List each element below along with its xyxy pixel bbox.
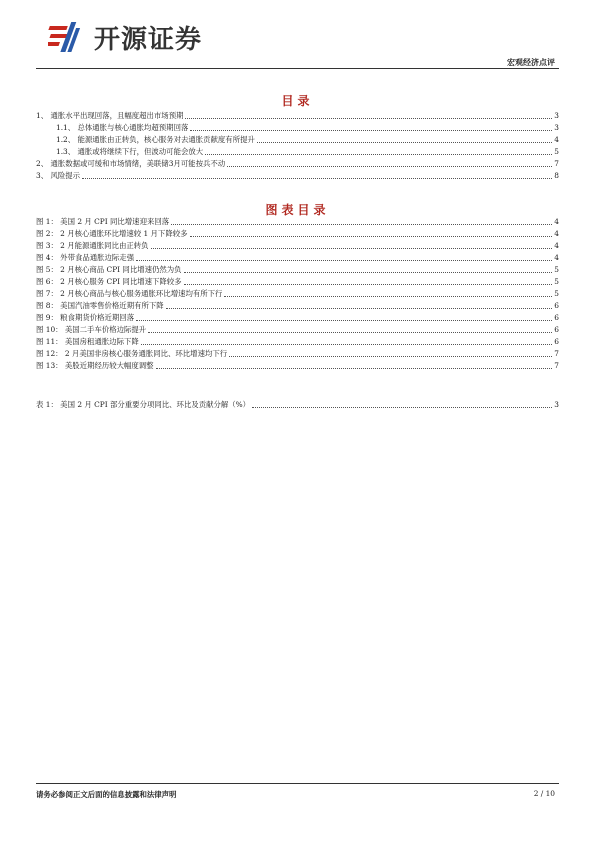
dot-leader xyxy=(224,296,552,297)
dot-leader xyxy=(82,178,552,179)
figure-entry-page: 6 xyxy=(554,301,559,310)
table-of-contents xyxy=(36,110,559,182)
page-number: 2 / 10 xyxy=(533,789,555,798)
figure-entry-text: 图 4： 外带食品通胀边际走强 xyxy=(36,253,135,262)
figure-entry[interactable] xyxy=(36,288,559,300)
figure-entry[interactable] xyxy=(36,360,559,372)
figure-entry-text: 图 12： 2 月美国非房核心服务通胀同比、环比增速均下行 xyxy=(36,349,228,358)
figure-entry-page: 6 xyxy=(554,325,559,334)
dot-leader xyxy=(185,118,552,119)
figure-entry-page: 4 xyxy=(554,229,559,238)
figure-entry-page: 7 xyxy=(554,361,559,370)
toc-entry-page: 3 xyxy=(554,123,559,132)
dot-leader xyxy=(171,224,552,225)
page-header xyxy=(0,0,595,72)
toc-entry-text: 1.2、 能源通胀由正转负，核心服务对去通胀贡献度有所提升 xyxy=(56,135,255,144)
toc-entry[interactable] xyxy=(36,122,559,134)
figure-entry[interactable] xyxy=(36,348,559,360)
figure-entry[interactable] xyxy=(36,264,559,276)
dot-leader xyxy=(148,332,552,333)
toc-entry-text: 3、 风险提示 xyxy=(36,171,81,180)
dot-leader xyxy=(136,260,552,261)
dot-leader xyxy=(141,344,553,345)
toc-entry-text: 1、 通胀水平出现回落，且幅度超出市场预期 xyxy=(36,111,184,120)
dot-leader xyxy=(229,356,552,357)
figure-entry-page: 5 xyxy=(554,265,559,274)
figure-entry[interactable] xyxy=(36,228,559,240)
toc-entry-text: 1.1、 总体通胀与核心通胀均超预期回落 xyxy=(56,123,189,132)
figure-entry[interactable] xyxy=(36,216,559,228)
figure-entry-page: 4 xyxy=(554,241,559,250)
toc-title: 目录 xyxy=(281,94,314,108)
company-logo xyxy=(48,20,238,54)
table-entry-text: 表 1： 美国 2 月 CPI 部分重要分项同比、环比及贡献分解（%） xyxy=(36,400,251,409)
dot-leader xyxy=(227,166,552,167)
toc-entry[interactable] xyxy=(36,146,559,158)
header-divider xyxy=(36,68,559,69)
figure-entry[interactable] xyxy=(36,336,559,348)
figure-entry-text: 图 3： 2 月能源通胀同比由正转负 xyxy=(36,241,149,250)
toc-entry-text: 2、 通胀数据或可缓和市场情绪，美联储3月可能按兵不动 xyxy=(36,159,226,168)
dot-leader xyxy=(166,308,553,309)
toc-entry-page: 7 xyxy=(554,159,559,168)
figure-entry-page: 7 xyxy=(554,349,559,358)
footer-disclaimer: 请务必参阅正文后面的信息披露和法律声明 xyxy=(36,790,177,799)
brand-name: 开源证券 xyxy=(94,24,203,55)
dot-leader xyxy=(184,272,553,273)
figure-entry-page: 5 xyxy=(554,277,559,286)
toc-entry-text: 1.3、 通胀或将继续下行，但波动可能会放大 xyxy=(56,147,204,156)
figure-entry-text: 图 8： 美国汽油零售价格近期有所下降 xyxy=(36,301,164,310)
figure-entry-text: 图 13： 美股近期经历较大幅度调整 xyxy=(36,361,154,370)
figure-entry[interactable] xyxy=(36,240,559,252)
dot-leader xyxy=(205,154,552,155)
figure-entry[interactable] xyxy=(36,252,559,264)
toc-entry[interactable] xyxy=(36,170,559,182)
figure-entry-text: 图 2： 2 月核心通胀环比增速较 1 月下降较多 xyxy=(36,229,188,238)
figure-entry[interactable] xyxy=(36,276,559,288)
dot-leader xyxy=(252,407,552,408)
dot-leader xyxy=(190,236,553,237)
figure-entry-page: 4 xyxy=(554,217,559,226)
table-list xyxy=(36,399,559,411)
figure-entry-text: 图 6： 2 月核心服务 CPI 同比增速下降较多 xyxy=(36,277,182,286)
figure-entry-page: 5 xyxy=(554,289,559,298)
figure-list xyxy=(36,216,559,372)
figure-entry-page: 6 xyxy=(554,337,559,346)
figure-entry-text: 图 9： 粮食期货价格近期回落 xyxy=(36,313,135,322)
footer-divider xyxy=(36,783,559,784)
dot-leader xyxy=(136,320,552,321)
dot-leader xyxy=(190,130,552,131)
toc-entry[interactable] xyxy=(36,110,559,122)
figure-entry-page: 4 xyxy=(554,253,559,262)
toc-entry[interactable] xyxy=(36,134,559,146)
brand-mark-icon xyxy=(48,20,88,54)
dot-leader xyxy=(151,248,553,249)
figure-entry[interactable] xyxy=(36,324,559,336)
figure-entry[interactable] xyxy=(36,300,559,312)
dot-leader xyxy=(184,284,553,285)
figure-entry[interactable] xyxy=(36,312,559,324)
dot-leader xyxy=(156,368,553,369)
toc-entry-page: 8 xyxy=(554,171,559,180)
table-entry-page: 3 xyxy=(554,400,559,409)
figure-entry-text: 图 1： 美国 2 月 CPI 同比增速迎来回落 xyxy=(36,217,170,226)
figure-entry-text: 图 11： 美国房租通胀边际下降 xyxy=(36,337,139,346)
figure-toc-title: 图表目录 xyxy=(265,203,330,217)
table-entry[interactable] xyxy=(36,399,559,411)
toc-entry[interactable] xyxy=(36,158,559,170)
dot-leader xyxy=(257,142,552,143)
figure-entry-text: 图 7： 2 月核心商品与核心服务通胀环比增速均有所下行 xyxy=(36,289,223,298)
toc-entry-page: 4 xyxy=(554,135,559,144)
figure-entry-text: 图 10： 美国二手车价格边际提升 xyxy=(36,325,147,334)
report-type-label: 宏观经济点评 xyxy=(507,57,555,67)
figure-entry-text: 图 5： 2 月核心商品 CPI 同比增速仍然为负 xyxy=(36,265,182,274)
figure-entry-page: 6 xyxy=(554,313,559,322)
toc-entry-page: 5 xyxy=(554,147,559,156)
toc-entry-page: 3 xyxy=(554,111,559,120)
